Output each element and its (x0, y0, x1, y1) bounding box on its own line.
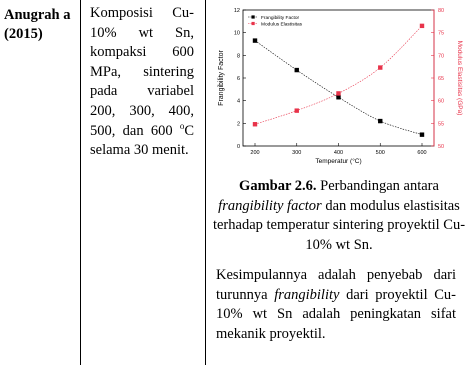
legend-label: Modulus Elastisitas (261, 22, 303, 28)
conclusion-text: Kesimpulannya adalah penyebab dari turunnya (216, 267, 456, 303)
description-text: Komposisi Cu-10% wt Sn, kompaksi 600 MPa, sintering pada variabel 200, 300, 400, 500, dan 600 (90, 5, 194, 139)
chart-svg (210, 2, 468, 174)
caption-italic: frangibility factor (218, 197, 322, 214)
series-1-point (420, 132, 424, 136)
author-cell: Anugrah a (2015) (4, 7, 71, 42)
y-tick-label: 6 (236, 76, 240, 82)
figure-caption (212, 177, 466, 255)
conclusion-italic: frangibility (274, 286, 340, 303)
y-tick-label: 12 (233, 8, 240, 14)
y2-axis-label: Modulus Elastisitas (GPa) (456, 40, 463, 116)
x-tick-label: 600 (417, 150, 427, 156)
legend-marker (252, 22, 255, 25)
y2-tick-label: 75 (438, 30, 445, 37)
description-text-end: C selama 30 menit. (90, 122, 195, 159)
conclusion-paragraph (216, 266, 456, 344)
y2-tick-label: 70 (438, 53, 445, 60)
caption-label: Gambar 2.6. (239, 178, 317, 194)
y-tick-label: 0 (236, 144, 240, 150)
legend-label: Frangibility Factor (261, 15, 300, 21)
y-tick-label: 10 (233, 30, 240, 37)
y-tick-label: 8 (236, 53, 240, 60)
y2-tick-label: 80 (438, 8, 445, 14)
series-2-point (336, 91, 340, 95)
x-tick-label: 300 (292, 150, 302, 156)
conclusion-text-end: dari proyektil Cu-10% wt Sn adalah peningkatan sifat mekanik proyektil. (216, 286, 456, 342)
series-1-point (336, 95, 340, 99)
x-tick-label: 500 (375, 150, 385, 156)
y-tick-label: 4 (236, 98, 240, 105)
series-line-1 (255, 41, 422, 135)
series-2-point (420, 24, 424, 28)
plot-frame (243, 10, 434, 146)
y-tick-label: 2 (236, 121, 240, 128)
x-tick-label: 200 (250, 150, 260, 156)
description-cell (90, 4, 194, 161)
legend-marker (252, 15, 255, 18)
x-axis-label: Temperatur (°C) (315, 158, 362, 165)
series-2-point (295, 108, 299, 112)
series-1-point (378, 119, 382, 123)
y2-tick-label: 60 (438, 98, 445, 105)
y2-tick-label: 50 (438, 144, 445, 150)
caption-text-end: dan modulus elastisitas terhadap temperatur sintering proyektil Cu-10% wt Sn. (212, 197, 466, 253)
frangibility-chart (210, 2, 468, 174)
y2-tick-label: 55 (438, 121, 445, 128)
series-1-point (253, 38, 257, 42)
x-tick-label: 400 (333, 150, 344, 156)
series-line-2 (255, 26, 422, 124)
y-axis-label: Frangibility Factor (218, 50, 225, 106)
series-1-point (295, 68, 299, 72)
column-divider (205, 0, 206, 365)
column-divider (80, 0, 81, 365)
caption-text: Perbandingan antara (320, 178, 439, 194)
series-2-point (253, 122, 257, 126)
y2-tick-label: 65 (438, 76, 445, 82)
series-2-point (378, 65, 382, 69)
degree-sign: o (179, 120, 185, 131)
